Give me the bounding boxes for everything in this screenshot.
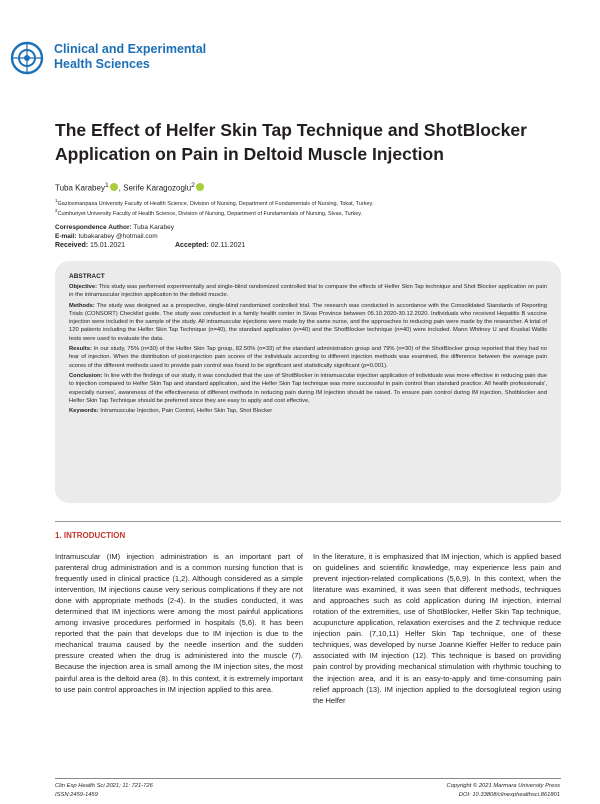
objective-text: This study was performed experimentally and single-blind randomized controlled trial to compare the effects of Helfer Skin Tap technique and Shot Blocker application on pain in the intramuscular injection application to the deltoid muscle. xyxy=(69,284,547,299)
abstract-objective xyxy=(69,283,547,300)
abstract-conclusion xyxy=(69,372,547,405)
article-dates xyxy=(55,242,245,249)
affiliation-text: Cumhuriyet University Faculty of Health Science, Division of Nursing, Department of Fundamentals of Nursing, Sivas, Turkey. xyxy=(57,210,363,217)
email-address[interactable]: tubakarabey @hotmail.com xyxy=(76,233,158,240)
abstract-heading: ABSTRACT xyxy=(69,273,105,280)
copyright-line: Copyright © 2021 Marmara University Press xyxy=(446,783,560,789)
journal-logo-icon xyxy=(10,40,48,76)
keywords-label: Keywords: xyxy=(69,408,99,415)
affiliation-mark: 2 xyxy=(55,208,58,213)
footer-copyright xyxy=(447,782,560,799)
received-date: 15.01.2021 xyxy=(88,242,126,249)
footer-citation xyxy=(55,782,153,799)
conclusion-label: Conclusion: xyxy=(69,372,103,379)
footer-divider xyxy=(55,778,561,779)
article-title: The Effect of Helfer Skin Tap Technique and ShotBlocker Application on Pain in Deltoid Muscle Injection xyxy=(55,120,527,164)
journal-name[interactable] xyxy=(54,42,206,72)
received-label: Received: xyxy=(55,242,89,249)
affiliation xyxy=(55,208,555,217)
body-column-right: In the literature, it is emphasized that IM injection, which is applied based on guidelines and scientific knowledge, may experience less pain and prevent injection-related complications (5,6,9). In this context, when the literature was examined, it was seen that different methods, techniques and approaches such as cold application during IM injection, internal rotation of the extremities, use of ShotBlocker, Helfer Skin Tap technique, acupuncture application, relaxation exercises and the Z technique reduce injection pain. (7,10,11) Helfer Skin Tap technique, one of these techniques, was developed by nurse Joanne Kieffer Helfer to reduce pain associated with IM injection (12). This technique is based on providing pain control by providing mechanical stimulation with rhythmic touching to the injection area, and it is an easy-to-apply and time-consuming pain relief approach (13). IM injection applied to the dorsogluteal region using the Helfer xyxy=(313,552,561,705)
abstract-box xyxy=(55,261,561,503)
keywords-text: Intramuscular Injection, Pain Control, Helfer Skin Tap, Shot Blocker xyxy=(98,408,273,415)
author-affiliation-mark: 2 xyxy=(191,182,195,189)
author-name: , Serife Karagozoglu xyxy=(118,183,192,193)
author-affiliation-mark: 1 xyxy=(104,182,109,189)
body-column-left: Intramuscular (IM) injection administration is an important part of parenteral drug administration and is a common nursing function that is frequently used in clinical practice (1,2). Although considered as a simple intervention, IM injections cause very serious complications if they are not done with appropriate methods (2-4). In the studies conducted, it was determined that IM injections were among the most painful applications among invasive procedures performed in hospitals (5,6). It has been reported that the pain that develops due to IM injection is due to the mechanical trauma caused by the needle insertion and the sudden pressure created when the drug is administered into the muscle (7). Because the injection area is small among the IM injection sites, the most painful area is the deltoid area (8). In this context, it is extremely important to use pain control approaches in IM injection applied to this area. xyxy=(55,552,303,694)
citation-line: Clin Exp Health Sci 2021; 11: 721-726 xyxy=(55,783,153,789)
abstract-results xyxy=(69,345,547,370)
author-name: Tuba Karabey xyxy=(55,183,105,193)
doi-line[interactable]: DOI: 10.33808/clinexphealthsci.861801 xyxy=(458,791,560,798)
affiliation-mark: 1 xyxy=(55,198,58,203)
accepted-date: 02.11.2021 xyxy=(208,242,246,249)
correspondence-label: Correspondence Author: xyxy=(55,224,132,231)
accepted-label: Accepted: xyxy=(175,242,209,249)
abstract-methods xyxy=(69,302,547,343)
introduction-heading: 1. INTRODUCTION xyxy=(55,531,126,540)
conclusion-text: In line with the findings of our study, it was concluded that the use of ShotBlocker in intramuscular injection application of individuals was more effective in reducing pain due to injection compared to Helfer Skin Tap and standard application, and the Helfer Skin Tap technique was more successful in pain control than standard practice. All health professionals', especially nurses', awareness of the effectiveness of different methods in reducing pain during IM injection should be raised. To ensure pain control during IM injection, Shotblocker and Helfer Skin Tap Technique should be preferred since they are easy to apply and cost effective, xyxy=(69,372,547,404)
journal-name-line2: Health Sciences xyxy=(54,57,150,71)
email-label: E-mail: xyxy=(55,233,77,240)
results-text: In our study, 75% (n=30) of the Helfer Skin Tap group, 82.50% (n=33) of the standard administration group and 79% (n=30) of the ShotBlocker group reported that they had no fear of injection. When the distribution of post-injection pain scores of the individuals according to different injection methods was examined, the difference between the average pain scores of the different methods used to provide pain control was found to be significant and statistically significant (p=0.001). xyxy=(69,346,547,369)
abstract-keywords xyxy=(69,407,547,415)
journal-name-line1: Clinical and Experimental xyxy=(54,42,207,56)
correspondence-block xyxy=(55,223,174,241)
objective-label: Objective: xyxy=(69,284,98,290)
orcid-icon[interactable] xyxy=(110,183,118,191)
correspondence-author: Tuba Karabey xyxy=(131,224,174,231)
methods-text: The study was designed as a prospective, single-blind randomized controlled trial. The research was conducted in accordance with the Consolidated Standards of Reporting Trials (CONSORT) Checklist guide. The study was conducted in a family health center in Sivas Province between 05.10.2020-30.12.2020. Individuals who received Hepatitis B vaccine injection were included in the sample of the study. All intramuscular injections were made by the same nurse, and the approaches to reducing pain were made by the researcher. A total of 120 patients including the Helfer Skin Tap Technique (n=40), the standard application (n=40) and the ShotBlocker technique (n=40) were included. Mann Whitney U and Kruskal Wallis tests were used to evaluate the data. xyxy=(69,302,547,342)
affiliation-text: Gaziosmanpasa University Faculty of Health Science, Division of Nursing, Department of Fundamentals of Nursing, Tokat, Turkey. xyxy=(57,200,374,207)
issn-line: ISSN:2459-1459 xyxy=(55,791,98,798)
section-divider xyxy=(55,521,561,522)
methods-label: Methods: xyxy=(69,302,95,309)
orcid-icon[interactable] xyxy=(196,183,204,191)
author-list xyxy=(55,182,205,193)
journal-header xyxy=(10,40,310,80)
results-label: Results: xyxy=(69,346,92,353)
affiliation xyxy=(55,198,555,207)
